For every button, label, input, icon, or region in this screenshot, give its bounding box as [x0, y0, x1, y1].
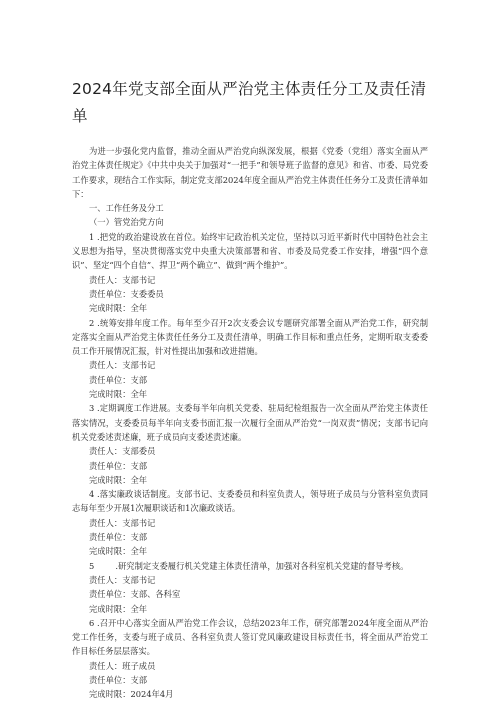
- intro-paragraph: 为进一步强化党内监督，推动全面从严治党向纵深发展，根据《党委（党组）落实全面从严治党主体责任规定》《中共中央关于加强对“一把手”和领导班子监督的意见》和省、市委、局党委工作要求，现结合工作实际，制定党支部2024年度全面从严治党主体责任任务分工及责任清单如下：: [72, 146, 428, 199]
- task-item-1: [72, 230, 428, 316]
- task-text: 6 .召开中心落实全面从严治党工作会议，总结2023年工作，研究部署2024年度全面从严治党工作任务，支委与班子成员、各科室负责人签订党风廉政建设目标责任书，将全面从严治党工作目标任务层层落实。: [72, 617, 428, 657]
- task-unit: 责任单位：支部: [89, 532, 148, 543]
- task-responsible: 责任人：支部书记: [89, 574, 156, 585]
- task-responsible: 责任人：支部书记: [89, 360, 156, 371]
- subsection-heading: （一）管党治党方向: [89, 217, 164, 228]
- task-text: 3 .定期调度工作进展。支委每半年向机关党委、驻局纪检组报告一次全面从严治党主体责任落实情况，支委委员每半年向支委书面汇报一次履行全面从严治党“一岗双责”情况；支部书记向机关党委述责述廉，班子成员向支委述责述廉。: [72, 403, 428, 442]
- task-responsible: 责任人：支部委员: [89, 446, 156, 457]
- task-item-5: [72, 559, 428, 616]
- task-unit: 责任单位：支委委员: [89, 288, 164, 299]
- task-text: 1 .把党的政治建设放在首位。始终牢记政治机关定位，坚持以习近平新时代中国特色社会主义思想为指导，坚决贯彻落实党中央重大决策部署和省、市委及局党委工作安排，增强“四个意识”、坚定“四个自信”、捍卫“两个确立”、做到“两个维护”。: [72, 231, 428, 271]
- task-responsible: 责任人：班子成员: [89, 660, 156, 671]
- task-unit: 责任单位：支部: [89, 460, 148, 471]
- task-item-2: [72, 316, 428, 402]
- task-deadline: 完成时限：全年: [89, 546, 148, 557]
- task-deadline: 完成时限：2024年4月: [89, 689, 174, 700]
- task-deadline: 完成时限：全年: [89, 303, 148, 314]
- task-deadline: 完成时限：全年: [89, 603, 148, 614]
- task-item-6: [72, 616, 428, 702]
- task-deadline: 完成时限：全年: [89, 474, 148, 485]
- task-unit: 责任单位：支部、各科室: [89, 589, 181, 600]
- task-item-4: [72, 487, 428, 558]
- task-responsible: 责任人：支部书记: [89, 517, 156, 528]
- task-text: 5 .研究制定支委履行机关党建主体责任清单，加强对各科室机关党建的督导考核。: [89, 560, 409, 571]
- task-text: 2 .统筹安排年度工作。每年至少召开2次支委会议专题研究部署全面从严治党工作，研究制定落实全面从严治党主体责任任务分工及责任清单，明确工作目标和重点任务，定期听取支委委员工作开展情况汇报，针对性提出加强和改进措施。: [72, 317, 428, 357]
- document-title: 2024年党支部全面从严治党主体责任分工及责任清单: [72, 80, 427, 125]
- task-unit: 责任单位：支部: [89, 674, 148, 685]
- task-item-3: [72, 401, 428, 487]
- section-heading: 一、工作任务及分工: [89, 203, 164, 214]
- task-unit: 责任单位：支部: [89, 374, 148, 385]
- task-responsible: 责任人：支部书记: [89, 274, 156, 285]
- task-deadline: 完成时限：全年: [89, 389, 148, 400]
- task-text: 4 .落实廉政谈话制度。支部书记、支委委员和科室负责人，领导班子成员与分管科室负责同志每年至少开展1次履职谈话和1次廉政谈话。: [72, 489, 428, 514]
